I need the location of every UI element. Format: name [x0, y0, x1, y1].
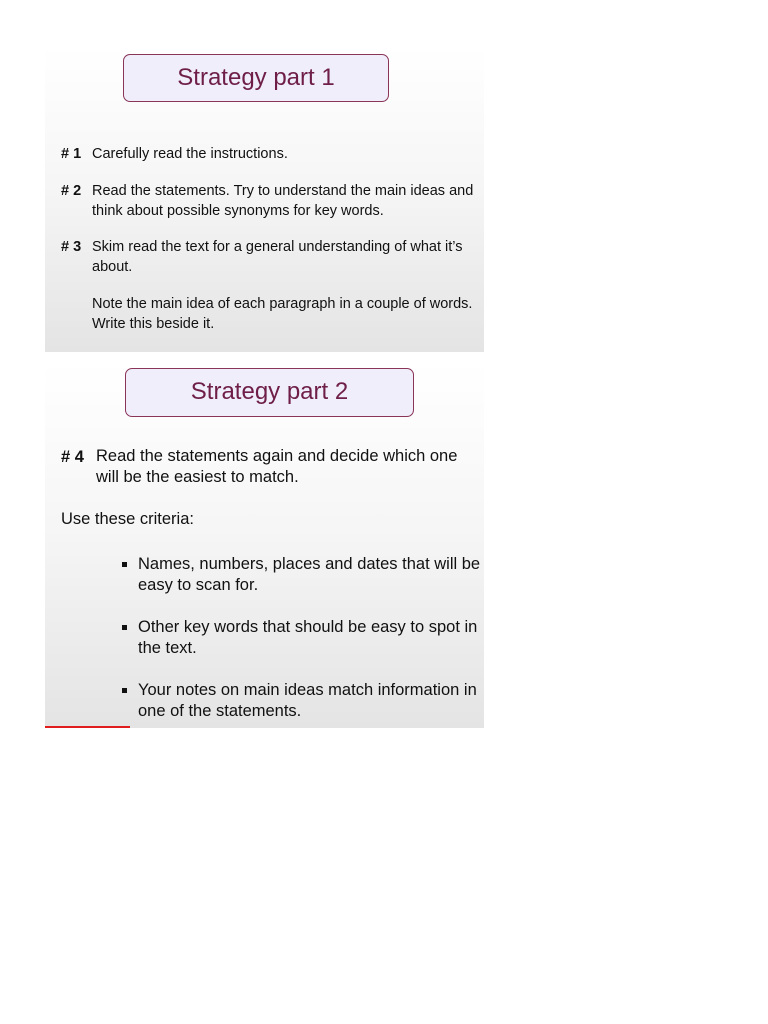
list-item [122, 680, 482, 723]
step-number: # 1 [61, 146, 82, 162]
step-1 [61, 144, 476, 164]
slide-title: Strategy part 2 [125, 368, 414, 417]
list-item-text: Your notes on main ideas match information in one of the statements. [138, 680, 477, 721]
step-3-note [61, 294, 476, 335]
bullet-square-icon [122, 625, 127, 630]
step-text: Read the statements. Try to understand the main ideas and think about possible synonyms for key words. [92, 183, 474, 220]
list-item-text: Names, numbers, places and dates that will be easy to scan for. [138, 555, 481, 595]
bullet-square-icon [122, 562, 127, 567]
step-text: Skim read the text for a general understanding of what it’s about. [92, 239, 463, 276]
step-2 [61, 181, 476, 222]
slide-strategy-part-1 [45, 46, 484, 352]
step-3 [61, 237, 476, 278]
step-number: # 4 [61, 448, 84, 466]
progress-bar-red-line [45, 726, 130, 728]
list-item [122, 617, 482, 660]
note-text: Note the main idea of each paragraph in a couple of words. Write this beside it. [92, 296, 473, 333]
criteria-list [122, 554, 482, 728]
list-item [122, 554, 482, 597]
step-text: Read the statements again and decide which one will be the easiest to match. [96, 447, 458, 487]
slide-strategy-part-2 [45, 362, 484, 728]
list-item-text: Other key words that should be easy to spot in the text. [138, 617, 478, 658]
step-number: # 3 [61, 239, 82, 255]
slide-title: Strategy part 1 [123, 54, 389, 102]
bullet-square-icon [122, 688, 127, 693]
step-number: # 2 [61, 183, 82, 199]
step-text: Carefully read the instructions. [92, 146, 288, 162]
step-4 [61, 446, 481, 489]
criteria-label: Use these criteria: [61, 510, 194, 528]
